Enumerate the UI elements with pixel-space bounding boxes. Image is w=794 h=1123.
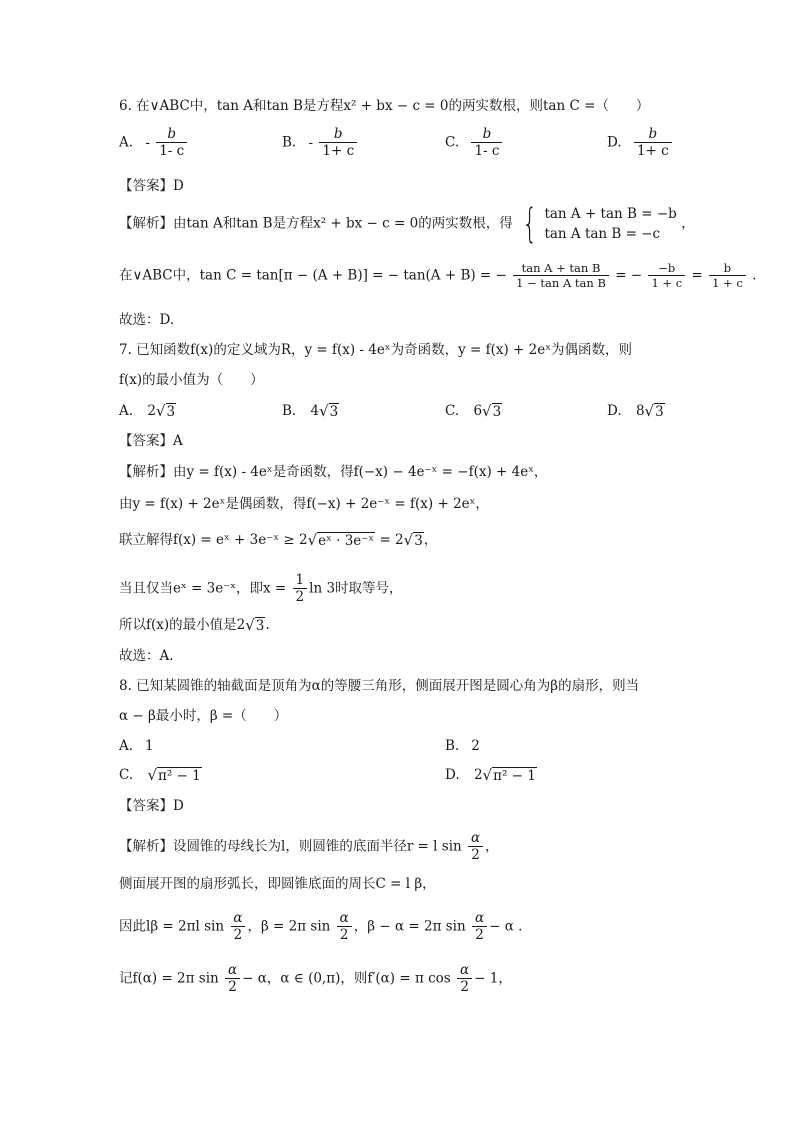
- q6-option-c: C. $\frac{b}{1- c}$: [445, 126, 504, 160]
- q6-frac-tan: $\frac{\text{tan A + tan B}}{\text{1 − tan A tan B}}$: [513, 262, 609, 290]
- q7-analysis-line4: 当且仅当eˣ = 3e⁻ˣ，即x = $\frac{1}{2}$ ln 3时取等号，: [119, 572, 403, 605]
- q6-option-a: A. - $\frac{b}{1- c}$: [119, 126, 189, 160]
- q8-analysis-line1: 【解析】设圆锥的母线长为l，则圆锥的底面半径r = l sin $\frac{\alpha}{2}$ ，: [119, 830, 499, 863]
- q8-analysis-line3: 因此lβ = 2πl sin $\frac{\alpha}{2}$ ，β = 2π sin $\frac{\alpha}{2}$ ，β − α = 2π sin $\frac{\alpha}{2}$ − α .: [119, 910, 523, 943]
- q7-half-fraction: $\frac{1}{2}$: [293, 572, 308, 606]
- q6-conclusion: 故选：D.: [119, 312, 175, 328]
- q6-option-d-fraction: $\frac{b}{1+ c}$: [634, 126, 672, 160]
- q7-option-a: A. 2√3: [119, 402, 176, 420]
- q6-option-c-fraction: $\frac{b}{1- c}$: [471, 126, 502, 160]
- q6-option-a-fraction: $\frac{b}{1- c}$: [156, 126, 187, 160]
- q6-frac-b: $\frac{b}{1 + c}$: [709, 262, 746, 290]
- q7-analysis-line1: 【解析】由y = f(x) - 4eˣ是奇函数，得f(−x) − 4e⁻ˣ = −f(x) + 4eˣ，: [119, 464, 548, 480]
- q7-conclusion: 故选：A.: [119, 648, 174, 664]
- q6-analysis-line1: 【解析】由tan A和tan B是方程x² + bx − c = 0的两实数根，得 { tan A + tan B = −b tan A tan B = −c ，: [119, 201, 695, 247]
- q8-option-c: C. √π² − 1: [119, 766, 201, 784]
- q8-analysis-line4: 记f(α) = 2π sin $\frac{\alpha}{2}$ − α，α ∈ (0,π)，则f′(α) = π cos $\frac{\alpha}{2}$ − 1，: [119, 962, 512, 995]
- q7-option-b: B. 4√3: [282, 402, 339, 420]
- q8-stem-line1: 8. 已知某圆锥的轴截面是顶角为α的等腰三角形，侧面展开图是圆心角为β的扇形，则当: [119, 678, 640, 694]
- q7-option-c: C. 6√3: [445, 402, 502, 420]
- q8-analysis-line2: 侧面展开图的扇形弧长，即圆锥底面的周长C = l β，: [119, 876, 436, 892]
- q6-option-b-fraction: $\frac{b}{1+ c}$: [319, 126, 357, 160]
- q6-option-b: B. - $\frac{b}{1+ c}$: [282, 126, 359, 160]
- q7-answer: 【答案】A: [119, 433, 183, 449]
- q7-stem-line1: 7. 已知函数f(x)的定义域为R，y = f(x) - 4eˣ为奇函数，y = f(x) + 2eˣ为偶函数，则: [119, 342, 632, 358]
- q7-option-d: D. 8√3: [607, 402, 664, 420]
- q7-analysis-line5: 所以f(x)的最小值是2√3.: [119, 616, 270, 634]
- q7-analysis-line2: 由y = f(x) + 2eˣ是偶函数，得f(−x) + 2e⁻ˣ = f(x) + 2eˣ，: [119, 496, 489, 512]
- q8-stem-line2: α − β最小时，β =（ ）: [119, 708, 288, 724]
- q7-stem-line2: f(x)的最小值为（ ）: [119, 372, 264, 388]
- q6-frac-neg-b: $\frac{-b}{1 + c}$: [648, 262, 685, 290]
- q6-answer: 【答案】D: [119, 178, 184, 194]
- q6-analysis-line2: 在∨ABC中，tan C = tan[π − (A + B)] = − tan(A + B) = − $\frac{\text{tan A + tan B}}{\text{1 − tan A tan B}}$ = − $\frac{-b}{1 + c}$ = $\frac{b}{1 + c}$ .: [119, 261, 757, 290]
- q7-analysis-line3: 联立解得f(x) = eˣ + 3e⁻ˣ ≥ 2√eˣ · 3e⁻ˣ = 2√3，: [119, 531, 438, 549]
- q8-answer: 【答案】D: [119, 798, 184, 814]
- q8-option-d: D. 2√π² − 1: [445, 766, 536, 784]
- q8-option-a: A. 1: [119, 738, 154, 754]
- q8-option-b: B. 2: [445, 738, 480, 754]
- q6-stem: 6. 在∨ABC中，tan A和tan B是方程x² + bx − c = 0的两实数根，则tan C =（ ）: [119, 98, 650, 114]
- q6-system: { tan A + tan B = −b tan A tan B = −c: [522, 201, 677, 247]
- q6-option-d: D. $\frac{b}{1+ c}$: [607, 126, 674, 160]
